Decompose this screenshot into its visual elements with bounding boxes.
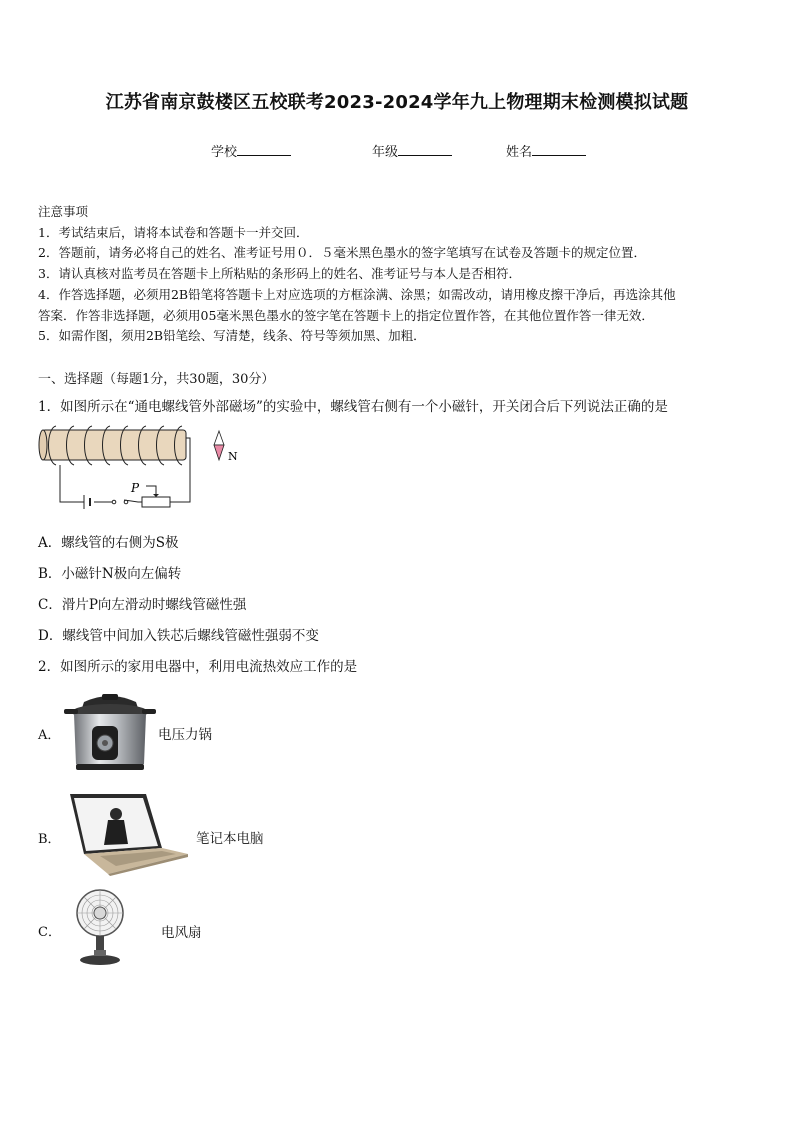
q1-option-a[interactable]: A．螺线管的右侧为S极 bbox=[38, 535, 179, 551]
note-item: 3．请认真核对监考员在答题卡上所粘贴的条形码上的姓名、准考证号与本人是否相符． bbox=[38, 266, 521, 282]
grade-label: 年级 bbox=[372, 145, 399, 160]
note-item: 2．答题前，请务必将自己的姓名、准考证号用０．５毫米黑色墨水的签字笔填写在试卷及答题卡的规定位置． bbox=[38, 245, 646, 261]
school-blank[interactable] bbox=[237, 143, 291, 156]
q2-choice-b-letter[interactable]: B． bbox=[38, 832, 61, 847]
q2-choice-a-letter[interactable]: A． bbox=[38, 728, 61, 743]
needle-north bbox=[214, 445, 224, 460]
laptop-icon bbox=[64, 792, 190, 876]
needle-label: N bbox=[228, 450, 238, 463]
rheostat bbox=[142, 497, 170, 507]
solenoid-tube bbox=[42, 430, 186, 460]
grade-field[interactable] bbox=[372, 141, 452, 160]
section-heading: 一、选择题（每题1分，共30题，30分） bbox=[38, 372, 275, 387]
desk-fan-icon bbox=[70, 888, 130, 968]
exam-title: 江苏省南京鼓楼区五校联考2023-2024学年九上物理期末检测模拟试题 bbox=[105, 92, 689, 113]
q2-choice-b-text[interactable]: 笔记本电脑 bbox=[196, 831, 264, 847]
q2-choice-a-text[interactable]: 电压力锅 bbox=[158, 727, 212, 743]
notes-heading: 注意事项 bbox=[38, 204, 89, 219]
grade-blank[interactable] bbox=[398, 143, 452, 156]
q1-option-d[interactable]: D．螺线管中间加入铁芯后螺线管磁性强弱不变 bbox=[38, 628, 319, 644]
school-field[interactable] bbox=[211, 141, 291, 160]
slider-label: P bbox=[131, 481, 140, 495]
solenoid-circuit-figure bbox=[38, 424, 250, 514]
note-item: 4．作答选择题，必须用2B铅笔将答题卡上对应选项的方框涂满、涂黑；如需改动，请用橡皮擦干净后，再选涂其他 bbox=[38, 286, 676, 302]
school-label: 学校 bbox=[211, 145, 238, 160]
switch-icon bbox=[112, 500, 128, 504]
note-item: 5．如需作图，须用2B铅笔绘、写清楚，线条、符号等须加黑、加粗． bbox=[38, 328, 426, 344]
q1-option-c[interactable]: C．滑片P向左滑动时螺线管磁性强 bbox=[38, 597, 247, 613]
battery-icon bbox=[84, 495, 90, 509]
needle-south bbox=[214, 431, 224, 445]
pressure-cooker-icon bbox=[62, 692, 158, 776]
name-blank[interactable] bbox=[532, 143, 586, 156]
q2-choice-c-text[interactable]: 电风扇 bbox=[161, 925, 202, 941]
notes-block bbox=[38, 202, 768, 347]
q1-option-b[interactable]: B．小磁针N极向左偏转 bbox=[38, 566, 182, 582]
note-item: 答案．作答非选择题，必须用05毫米黑色墨水的签字笔在答题卡上的指定位置作答，在其他位置作答一律无效． bbox=[38, 307, 654, 323]
name-label: 姓名 bbox=[506, 145, 533, 160]
q2-choice-c-letter[interactable]: C． bbox=[38, 925, 61, 940]
question-2-stem: 2．如图所示的家用电器中，利用电流热效应工作的是 bbox=[38, 659, 358, 675]
note-item: 1．考试结束后，请将本试卷和答题卡一并交回． bbox=[38, 224, 309, 240]
question-1-stem: 1．如图所示在“通电螺线管外部磁场”的实验中，螺线管右侧有一个小磁针，开关闭合后下列说法正确的是 bbox=[38, 399, 668, 415]
name-field[interactable] bbox=[506, 141, 586, 160]
